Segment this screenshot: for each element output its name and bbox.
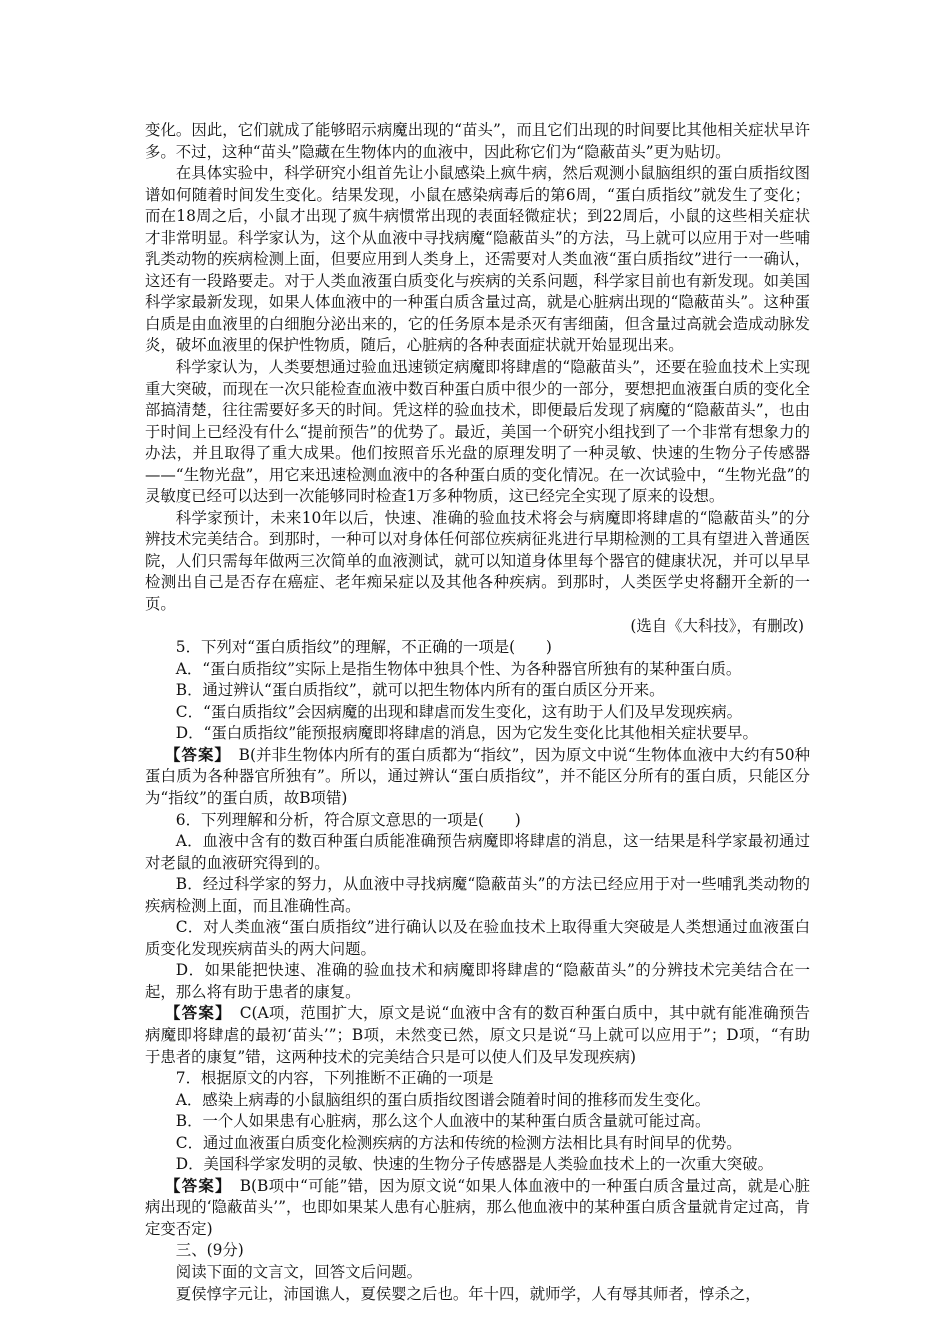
passage-paragraph-3: 科学家认为，人类要想通过验血迅速锁定病魔即将肆虐的“隐蔽苗头”，还要在验血技术上实现重大突破，而现在一次只能检查血液中数百种蛋白质中很少的一部分，要想把血液蛋白质的变化全部搞清楚，往往需要好多天的时间。凭这样的验血技术，即便最后发现了病魔的“隐蔽苗头”，也由于时间上已经没有什么“提前预告”的优势了。最近，美国一个研究小组找到了一个非常有想象力的办法，并且取得了重大成果。他们按照音乐光盘的原理发明了一种灵敏、快速的生物分子传感器——“生物光盘”，用它来迅速检测血液中的各种蛋白质的变化情况。在一次试验中，“生物光盘”的灵敏度已经可以达到一次能够同时检查1万多种物质，这已经完全实现了原来的设想。 <box>145 358 810 506</box>
answer-label: 【答案】 <box>165 1004 225 1023</box>
question-6-option-b: B．经过科学家的努力，从血液中寻找病魔“隐蔽苗头”的方法已经应用于对一些哺乳类动物的疾病检测上面，而且准确性高。 <box>145 875 810 915</box>
section-3 <box>145 1240 810 1305</box>
question-7-option-b: B．一个人如果患有心脏病，那么这个人血液中的某种蛋白质含量就可能过高。 <box>175 1112 711 1131</box>
answer-label: 【答案】 <box>165 1176 225 1195</box>
passage-source: (选自《大科技》，有删改) <box>630 616 804 635</box>
document-page <box>145 120 810 1305</box>
question-5-answer <box>145 745 810 810</box>
question-7-option-c: C．通过血液蛋白质变化检测疾病的方法和传统的检测方法相比具有时间早的优势。 <box>175 1133 742 1152</box>
answer-text: B(B项中“可能”错，因为原文说“如果人体血液中的一种蛋白质含量过高，就是心脏病出现的‘隐蔽苗头’”，也即如果某人患有心脏病，那么他血液中的某种蛋白质含量就肯定过高，肯定变否定) <box>145 1176 810 1238</box>
question-7-option-d: D．美国科学家发明的灵敏、快速的生物分子传感器是人类验血技术上的一次重大突破。 <box>175 1155 773 1174</box>
question-6-option-c: C．对人类血液“蛋白质指纹”进行确认以及在验血技术上取得重大突破是人类想通过血液蛋白质变化发现疾病苗头的两大问题。 <box>145 918 810 958</box>
question-6-option-d: D．如果能把快速、准确的验血技术和病魔即将肆虐的“隐蔽苗头”的分辨技术完美结合在一起，那么将有助于患者的康复。 <box>145 961 810 1001</box>
question-6 <box>145 810 810 1069</box>
question-7-stem: 7．根据原文的内容，下列推断不正确的一项是 <box>175 1069 494 1088</box>
question-5-stem: 5．下列对“蛋白质指纹”的理解，不正确的一项是( ) <box>175 638 552 657</box>
passage-paragraph-4: 科学家预计，未来10年以后，快速、准确的验血技术将会与病魔即将肆虐的“隐蔽苗头”的分辨技术完美结合。到那时，一种可以对身体任何部位疾病征兆进行早期检测的工具有望进入普通医院，人们只需每年做两三次简单的血液测试，就可以知道身体里每个器官的健康状况，并可以早早检测出自己是否存在癌症、老年痴呆症以及其他各种疾病。到那时，人类医学史将翻开全新的一页。 <box>145 508 810 614</box>
section-3-heading: 三、(9分) <box>175 1241 244 1260</box>
classical-text: 夏侯惇字元让，沛国谯人，夏侯婴之后也。年十四，就师学，人有辱其师者，惇杀之， <box>175 1284 761 1303</box>
question-5-option-d: D．“蛋白质指纹”能预报病魔即将肆虐的消息，因为它发生变化比其他相关症状要早。 <box>175 724 758 743</box>
passage-paragraph-2: 在具体实验中，科学研究小组首先让小鼠感染上疯牛病，然后观测小鼠脑组织的蛋白质指纹图谱如何随着时间发生变化。结果发现，小鼠在感染病毒后的第6周，“蛋白质指纹”就发生了变化；而在18周之后，小鼠才出现了疯牛病惯常出现的表面轻微症状；到22周后，小鼠的这些相关症状才非常明显。科学家认为，这个从血液中寻找病魔“隐蔽苗头”的方法，马上就可以应用于对一些哺乳类动物的疾病检测上面，但要应用到人类身上，还需要对人类血液“蛋白质指纹”进行一一确认，这还有一段路要走。对于人类血液蛋白质变化与疾病的关系问题，科学家目前也有新发现。如美国科学家最新发现，如果人体血液中的一种蛋白质含量过高，就是心脏病出现的“隐蔽苗头”。这种蛋白质是由血液里的白细胞分泌出来的，它的任务原本是杀灭有害细菌，但含量过高就会造成动脉发炎，破坏血液里的保护性物质，随后，心脏病的各种表面症状就开始显现出来。 <box>145 164 810 355</box>
question-6-answer <box>145 1003 810 1068</box>
question-5-option-b: B．通过辨认“蛋白质指纹”，就可以把生物体内所有的蛋白质区分开来。 <box>175 681 665 700</box>
question-7-option-a: A．感染上病毒的小鼠脑组织的蛋白质指纹图谱会随着时间的推移而发生变化。 <box>175 1090 711 1109</box>
question-5-option-a: A．“蛋白质指纹”实际上是指生物体中独具个性、为各种器官所独有的某种蛋白质。 <box>175 659 742 678</box>
passage-paragraph-1: 变化。因此，它们就成了能够昭示病魔出现的“苗头”，而且它们出现的时间要比其他相关症状早许多。不过，这种“苗头”隐藏在生物体内的血液中，因此称它们为“隐蔽苗头”更为贴切。 <box>145 121 810 161</box>
question-6-stem: 6．下列理解和分析，符合原文意思的一项是( ) <box>175 810 521 829</box>
question-5-option-c: C．“蛋白质指纹”会因病魔的出现和肆虐而发生变化，这有助于人们及早发现疾病。 <box>175 702 742 721</box>
question-6-option-a: A．血液中含有的数百种蛋白质能准确预告病魔即将肆虐的消息，这一结果是科学家最初通过对老鼠的血液研究得到的。 <box>145 832 810 872</box>
question-7 <box>145 1068 810 1240</box>
question-7-answer <box>145 1176 810 1241</box>
section-3-instruction: 阅读下面的文言文，回答文后问题。 <box>175 1262 423 1281</box>
answer-label: 【答案】 <box>165 745 224 764</box>
answer-text: B(并非生物体内所有的蛋白质都为“指纹”，因为原文中说“生物体血液中大约有50种蛋白质为各种器官所独有”。所以，通过辨认“蛋白质指纹”，并不能区分所有的蛋白质，只能区分为“指纹”的蛋白质，故B项错) <box>145 745 810 807</box>
answer-text: C(A项，范围扩大，原文是说“血液中含有的数百种蛋白质中，其中就有能准确预告病魔即将肆虐的最初‘苗头’”；B项，未然变已然，原文只是说“马上就可以应用于”；D项，“有助于患者的康复”错，这两种技术的完美结合只是可以使人们及早发现疾病) <box>145 1004 810 1066</box>
question-5 <box>145 637 810 809</box>
